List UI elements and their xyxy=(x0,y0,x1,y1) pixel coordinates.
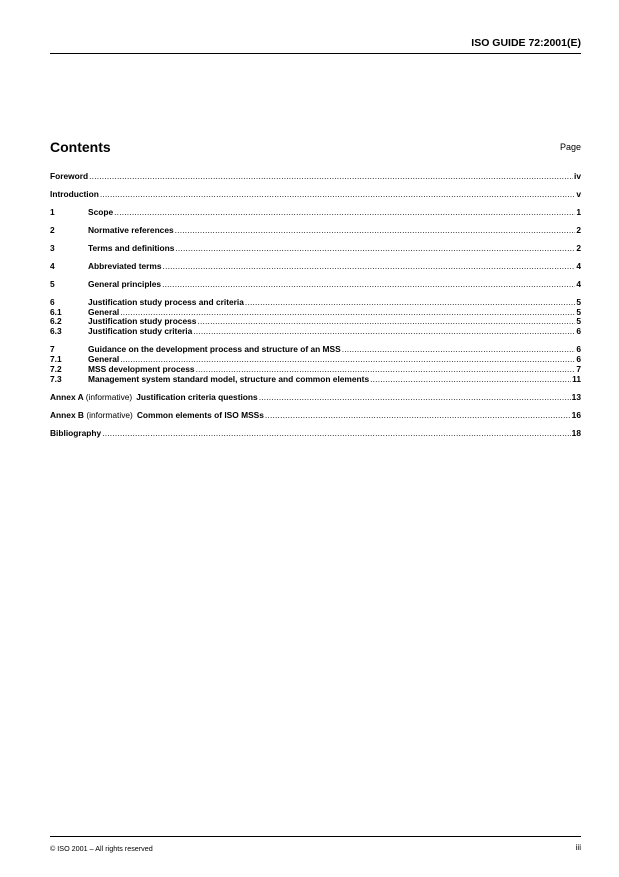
toc-entry-foreword[interactable] xyxy=(50,172,581,182)
toc-entry-annex-a[interactable] xyxy=(50,393,581,403)
toc-entry-section-6-1[interactable] xyxy=(50,308,581,318)
toc-entry-page: 5 xyxy=(576,307,581,317)
annex-informative-note: (informative) xyxy=(85,392,133,402)
toc-entry-number: 1 xyxy=(50,207,55,217)
toc-entry-section-4[interactable] xyxy=(50,262,581,272)
toc-entry-title: Foreword xyxy=(50,172,89,181)
toc-entry-page: 4 xyxy=(576,261,581,271)
table-of-contents xyxy=(50,172,581,438)
toc-entry-section-3[interactable] xyxy=(50,244,581,254)
toc-entry-title: Justification study criteria xyxy=(88,327,193,337)
toc-entry-number: 6 xyxy=(50,297,55,307)
toc-entry-number: 6.1 xyxy=(50,307,62,317)
dot-leader xyxy=(245,298,575,308)
contents-heading: Contents xyxy=(50,139,111,155)
toc-entry-title: General xyxy=(88,355,120,365)
toc-entry-page: 2 xyxy=(576,225,581,235)
toc-entry-title: Management system standard model, structure and common elements xyxy=(88,374,370,384)
annex-label: Annex A xyxy=(50,392,84,402)
toc-entry-page: 2 xyxy=(576,243,581,253)
toc-entry-title: General principles xyxy=(88,279,162,289)
page-column-label: Page xyxy=(559,142,581,152)
toc-entry-title: Common elements of ISO MSSs xyxy=(136,410,264,420)
toc-entry-section-7-1[interactable] xyxy=(50,355,581,365)
toc-entry-number: 7.2 xyxy=(50,364,62,374)
dot-leader xyxy=(370,375,571,385)
annex-informative-note: (informative) xyxy=(86,410,133,420)
dot-leader xyxy=(120,355,575,365)
toc-entry-page: 6 xyxy=(576,355,581,365)
toc-entry-page: 13 xyxy=(571,392,581,402)
toc-entry-section-7[interactable] xyxy=(50,345,581,355)
page-number: iii xyxy=(575,843,581,852)
toc-entry-title: Abbreviated terms xyxy=(88,261,162,271)
toc-entry-page: 18 xyxy=(571,428,581,438)
toc-entry-number: 2 xyxy=(50,225,55,235)
toc-entry-page: 1 xyxy=(576,207,581,217)
toc-entry-number: 7.1 xyxy=(50,355,62,365)
toc-entry-section-7-3[interactable] xyxy=(50,375,581,385)
toc-entry-section-6-3[interactable] xyxy=(50,327,581,337)
toc-entry-section-7-2[interactable] xyxy=(50,365,581,375)
dot-leader xyxy=(163,262,576,272)
dot-leader xyxy=(100,190,575,200)
page-header xyxy=(50,37,581,54)
dot-leader xyxy=(175,244,575,254)
toc-entry-page: 5 xyxy=(576,317,581,327)
toc-entry-section-6-2[interactable] xyxy=(50,317,581,327)
toc-entry-number: 7 xyxy=(50,345,55,355)
dot-leader xyxy=(196,365,576,375)
dot-leader xyxy=(197,317,575,327)
toc-entry-title: Normative references xyxy=(88,225,174,235)
toc-entry-title: Guidance on the development process and structure of an MSS xyxy=(88,345,341,355)
toc-entry-title: Introduction xyxy=(50,189,99,199)
page-footer xyxy=(50,836,581,853)
toc-entry-page: v xyxy=(576,189,581,199)
toc-entry-bibliography[interactable] xyxy=(50,429,581,439)
annex-prefix xyxy=(50,411,133,421)
toc-entry-page: 11 xyxy=(572,374,581,384)
toc-entry-page: iv xyxy=(574,172,581,181)
toc-entry-section-1[interactable] xyxy=(50,208,581,218)
dot-leader xyxy=(193,327,575,337)
toc-entry-title: General xyxy=(88,307,120,317)
dot-leader xyxy=(120,308,575,318)
toc-entry-page: 16 xyxy=(571,410,581,420)
toc-entry-number: 5 xyxy=(50,279,55,289)
toc-entry-title: Justification study process and criteria xyxy=(88,297,244,307)
toc-entry-number: 3 xyxy=(50,243,55,253)
toc-entry-number: 6.3 xyxy=(50,327,62,337)
toc-entry-page: 7 xyxy=(576,364,581,374)
dot-leader xyxy=(114,208,575,218)
toc-entry-section-6[interactable] xyxy=(50,298,581,308)
dot-leader xyxy=(342,345,576,355)
copyright-notice: © ISO 2001 – All rights reserved xyxy=(50,844,153,853)
toc-entry-page: 6 xyxy=(576,327,581,337)
dot-leader xyxy=(259,393,571,403)
toc-entry-page: 5 xyxy=(576,297,581,307)
toc-entry-title: Terms and definitions xyxy=(88,243,175,253)
document-identifier: ISO GUIDE 72:2001(E) xyxy=(471,37,581,49)
annex-prefix xyxy=(50,393,132,403)
toc-entry-page: 6 xyxy=(576,345,581,355)
toc-entry-title: Bibliography xyxy=(50,428,102,438)
dot-leader xyxy=(265,411,571,421)
dot-leader xyxy=(102,429,570,439)
toc-entry-introduction[interactable] xyxy=(50,190,581,200)
toc-entry-number: 7.3 xyxy=(50,374,62,384)
dot-leader xyxy=(89,172,573,182)
toc-entry-title: Scope xyxy=(88,207,114,217)
toc-entry-title: Justification study process xyxy=(88,317,197,327)
toc-entry-page: 4 xyxy=(576,279,581,289)
toc-entry-annex-b[interactable] xyxy=(50,411,581,421)
toc-entry-section-2[interactable] xyxy=(50,226,581,236)
dot-leader xyxy=(175,226,576,236)
toc-entry-title: MSS development process xyxy=(88,364,195,374)
dot-leader xyxy=(162,280,575,290)
toc-entry-number: 4 xyxy=(50,261,55,271)
toc-entry-section-5[interactable] xyxy=(50,280,581,290)
annex-label: Annex B xyxy=(50,410,84,420)
toc-entry-title: Justification criteria questions xyxy=(136,392,258,402)
toc-entry-number: 6.2 xyxy=(50,317,62,327)
